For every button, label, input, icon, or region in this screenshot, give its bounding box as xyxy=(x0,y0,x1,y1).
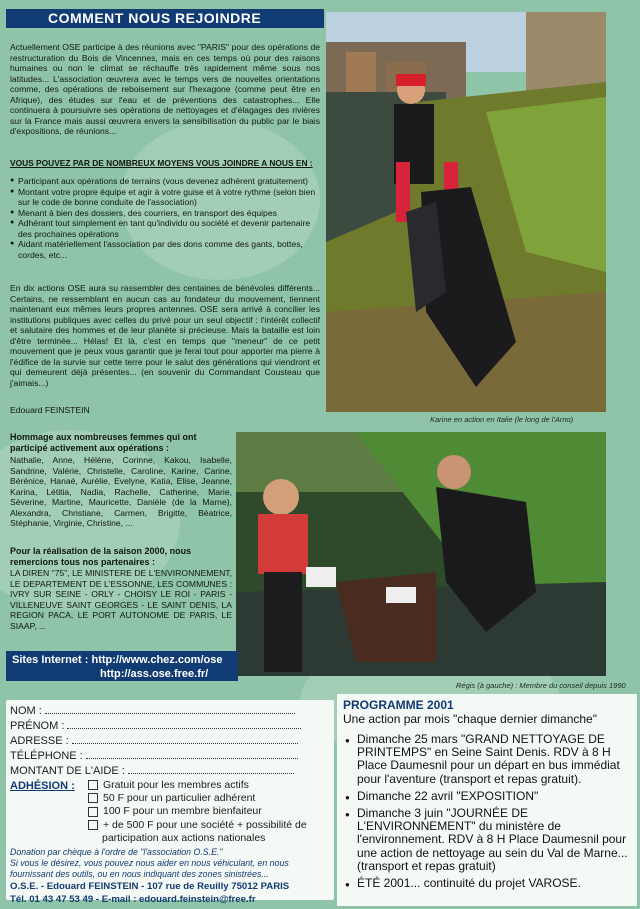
checkbox[interactable] xyxy=(88,780,98,790)
form-field-montant[interactable] xyxy=(10,764,330,779)
form-field-label: MONTANT DE L'AIDE : xyxy=(10,765,125,777)
form-field-label: TÉLÉPHONE : xyxy=(10,750,83,762)
ways-item: ● Montant votre propre équipe et agir à votre guise et à votre rythme (selon bien sur le code de bonne conduite de l'association) xyxy=(10,187,320,208)
photo-karine-arno xyxy=(326,12,606,412)
program-title: PROGRAMME 2001 xyxy=(343,698,454,712)
ways-item: ● Adhérant tout simplement en tant qu'individu ou société et devenir partenaire des prochaines opérations xyxy=(10,218,320,239)
ways-item: ● Menant à bien des dossiers, des courriers, en transport des équipes xyxy=(10,208,320,219)
membership-form xyxy=(6,700,334,905)
contact-phone-email: Tél. 01 43 47 53 49 - E-mail : edouard.feinstein@free.fr xyxy=(10,894,256,905)
site-link-chez[interactable]: http://www.chez.com/ose xyxy=(91,654,223,666)
homage-heading: Hommage aux nombreuses femmes qui ont participé activement aux opérations : xyxy=(10,432,197,453)
partners-heading: Pour la réalisation de la saison 2000, nous remercions tous nos partenaires : xyxy=(10,546,192,567)
program-item: ● Dimanche 25 mars "GRAND NETTOYAGE DE PRINTEMPS" en Seine Saint Denis. RDV à 8 H Place Daumesnil pour un départ en bus immédiat pour l'aventure (transport et repas gratuit). xyxy=(343,733,633,786)
form-field-label: PRÉNOM : xyxy=(10,720,65,732)
photo1-caption: Karine en action en Italie (le long de l'Arno) xyxy=(430,415,574,424)
adhesion-option[interactable]: 100 F pour un membre bienfaiteur xyxy=(88,805,324,818)
ways-item: ● Aidant matériellement l'association par des dons comme des gants, bottes, cordes, etc... xyxy=(10,239,320,260)
essay-paragraph: En dix actions OSE aura su rassembler des centaines de bénévoles différents... Certains, ne ressemblant en aucun cas au fondateur du mouvement, tiennent maintenant eux mêmes leurs propres antennes. OSE sera arrivé à concilier les institutions publiques avec celles du privé pour un seul objectif : l'intérêt collectif et salutaire des hommes et de leur planète si précieuse. Mais la bataille est loin d'être terminée... Hélas! Et là, c'est en temps que "meneur" de ce petit mouvement que je peux vous garantir que je ferai tout pour apporter ma pierre à l'édifice de la survie sur cette terre pour le salut des générations qui viendront et qui demeurent déjà présentes... (en souvenir du Commandant Cousteau que j'aimais...) xyxy=(10,283,320,388)
adhesion-row xyxy=(10,779,330,844)
program-list xyxy=(343,733,633,890)
adhesion-label: ADHÉSION : xyxy=(10,780,75,792)
program-subtitle: Une action par mois "chaque dernier dimanche" xyxy=(343,712,597,726)
checkbox[interactable] xyxy=(88,807,98,817)
help-note: Si vous le désirez, vous pouvez nous aider en nous véhiculant, en nous fournissant des outils, ou en nous indiquant des zones sinistrées... xyxy=(10,858,289,879)
photo-regis-cleanup xyxy=(236,432,606,676)
program-item: ● Dimanche 3 juin "JOURNÉE DE L'ENVIRONNEMENT" du ministère de l'environnement. RDV à 8 H Place Daumesnil pour une action de nettoyage au sein du Val de Marne... (transport et repas gratuit) xyxy=(343,807,633,873)
adhesion-option[interactable]: + de 500 F pour une société + possibilité de participation aux actions nationales xyxy=(88,819,324,845)
homage-names: Nathalie, Anne, Hélène, Corinne, Kakou, Isabelle, Sandrine, Valérie, Christelle, Caroline, Karine, Carine, Bérénice, Hanaé, Aurélie, Evelyne, Katia, Elise, Jeanne, Karina, Létitia, Nadia, Rachelle, Catherine, Marie, Séverine, Martine, Mauricette, Danièle (de la Marne), Alexandra, Christiane, Carmen, Brigitte, Béatrice, Stéphanie, Virginie, Christine, ... xyxy=(10,455,232,528)
ways-item: ● Participant aux opérations de terrains (vous devenez adhérent gratuitement) xyxy=(10,176,320,187)
sites-label: Sites Internet : xyxy=(12,654,89,666)
form-field-label: ADRESSE : xyxy=(10,735,69,747)
ways-list xyxy=(10,176,320,260)
adhesion-option[interactable]: 50 F pour un particulier adhérent xyxy=(88,792,324,805)
partners-list: LA DIREN "75", LE MINISTERE DE L'ENVIRONNEMENT, LE DEPARTEMENT DE L'ESSONNE, LES COMMUNES : IVRY SUR SEINE - ORLY - CHOISY LE ROI - PARIS - VILLENEUVE SAINT GEORGES - LE SAINT DENIS, LA REGION PACA, LE PORT AUTONOME DE PARIS, LE SIAAP, ... xyxy=(10,568,232,631)
ways-heading: VOUS POUVEZ PAR DE NOMBREUX MOYENS VOUS JOINDRE A NOUS EN : xyxy=(10,158,313,168)
intro-paragraph: Actuellement OSE participe à des réunions avec "PARIS" pour des opérations de restructuration du Bois de Vincennes, mais en ces temps où pour des raisons humaines ou non le climat se réchauffe très rapidement même sous nos latitudes... L'association œuvrera avec le temps vers de nouvelles orientations comme, des opérations de reboisement sur l'hexagone (comme peut être en Afrique), des études sur l'eau et de préventions des catastrophes... Elle continuera à poursuivre ses opérations de nettoyages et d'élagages des rivières sur la France mais aussi œuvrera envers la sensibilisation du public par le biais d'expositions, de réunions... xyxy=(10,42,320,136)
contact-address: O.S.E. - Edouard FEINSTEIN - 107 rue de Reuilly 75012 PARIS xyxy=(10,881,290,892)
signature: Edouard FEINSTEIN xyxy=(10,405,90,415)
program-item: ● ÉTÉ 2001... continuité du projet VAROSE. xyxy=(343,877,633,890)
form-field-prenom[interactable] xyxy=(10,719,330,734)
program-box xyxy=(337,694,637,906)
form-field-telephone[interactable] xyxy=(10,749,330,764)
form-field-label: NOM : xyxy=(10,705,42,717)
form-field-adresse[interactable] xyxy=(10,734,330,749)
photo2-caption: Régis (à gauche) : Membre du conseil depuis 1990 xyxy=(456,681,626,690)
site-link-free[interactable]: http://ass.ose.free.fr/ xyxy=(100,668,209,680)
section-title: COMMENT NOUS REJOINDRE xyxy=(6,9,324,28)
form-field-nom[interactable] xyxy=(10,704,330,719)
photo-regis-illustration xyxy=(236,432,606,676)
adhesion-option[interactable]: Gratuit pour les membres actifs xyxy=(88,779,324,792)
sites-internet-box xyxy=(6,651,238,681)
checkbox[interactable] xyxy=(88,793,98,803)
donation-note: Donation par chèque à l'ordre de "l'association O.S.E." xyxy=(10,847,223,857)
program-item: ● Dimanche 22 avril "EXPOSITION" xyxy=(343,790,633,803)
photo-karine-illustration xyxy=(326,12,606,412)
checkbox[interactable] xyxy=(88,820,98,830)
